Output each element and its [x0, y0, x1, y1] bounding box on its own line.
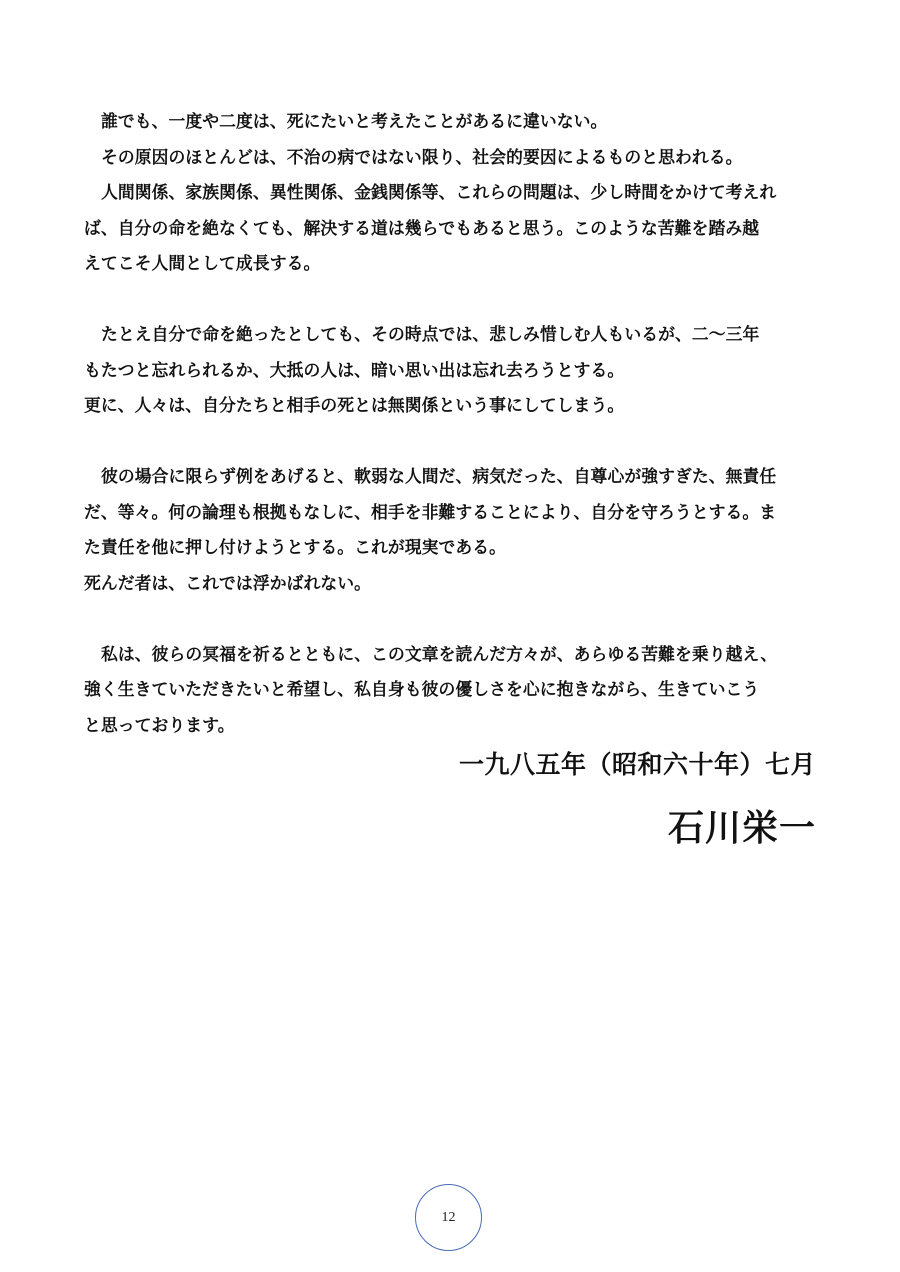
text-line: たとえ自分で命を絶ったとしても、その時点では、悲しみ惜しむ人もいるが、二〜三年 [101, 324, 760, 344]
paragraph [84, 104, 820, 282]
text-line: と思っております。 [84, 714, 235, 735]
text-line: 強く生きていただきたいと希望し、私自身も彼の優しさを心に抱きながら、生きていこう [84, 679, 760, 699]
text-line: その原因のほとんどは、不治の病ではない限り、社会的要因によるものと思われる。 [101, 146, 743, 167]
text-line: 死んだ者は、これでは浮かばれない。 [84, 572, 371, 593]
page-number: 12 [415, 1184, 482, 1251]
text-line: 私は、彼らの冥福を祈るとともに、この文章を読んだ方々が、あらゆる苦難を乗り越え、 [101, 643, 778, 664]
paragraph [84, 459, 820, 601]
text-line: 誰でも、一度や二度は、死にたいと考えたことがあるに違いない。 [101, 111, 608, 131]
text-line: もたつと忘れられるか、大抵の人は、暗い思い出は忘れ去ろうとする。 [84, 359, 625, 380]
paragraph [84, 317, 820, 424]
text-line: だ、等々。何の論理も根拠もなしに、相手を非難することにより、自分を守ろうとする。ま [84, 501, 777, 522]
text-line: 人間関係、家族関係、異性関係、金銭関係等、これらの問題は、少し時間をかけて考えれ [101, 182, 777, 202]
body-text [84, 104, 820, 743]
signature-date: 一九八五年（昭和六十年）七月 [458, 750, 816, 779]
text-line: た責任を他に押し付けようとする。これが現実である。 [84, 537, 507, 557]
text-line: 彼の場合に限らず例をあげると、軟弱な人間だ、病気だった、自尊心が強すぎた、無責任 [101, 466, 777, 486]
text-line: ば、自分の命を絶なくても、解決する道は幾らでもあると思う。このような苦難を踏み越 [84, 217, 760, 238]
paragraph [84, 637, 820, 744]
text-line: 更に、人々は、自分たちと相手の死とは無関係という事にしてしまう。 [84, 395, 625, 415]
text-line: えてこそ人間として成長する。 [84, 253, 321, 273]
signature-author: 石川栄一 [667, 807, 816, 849]
